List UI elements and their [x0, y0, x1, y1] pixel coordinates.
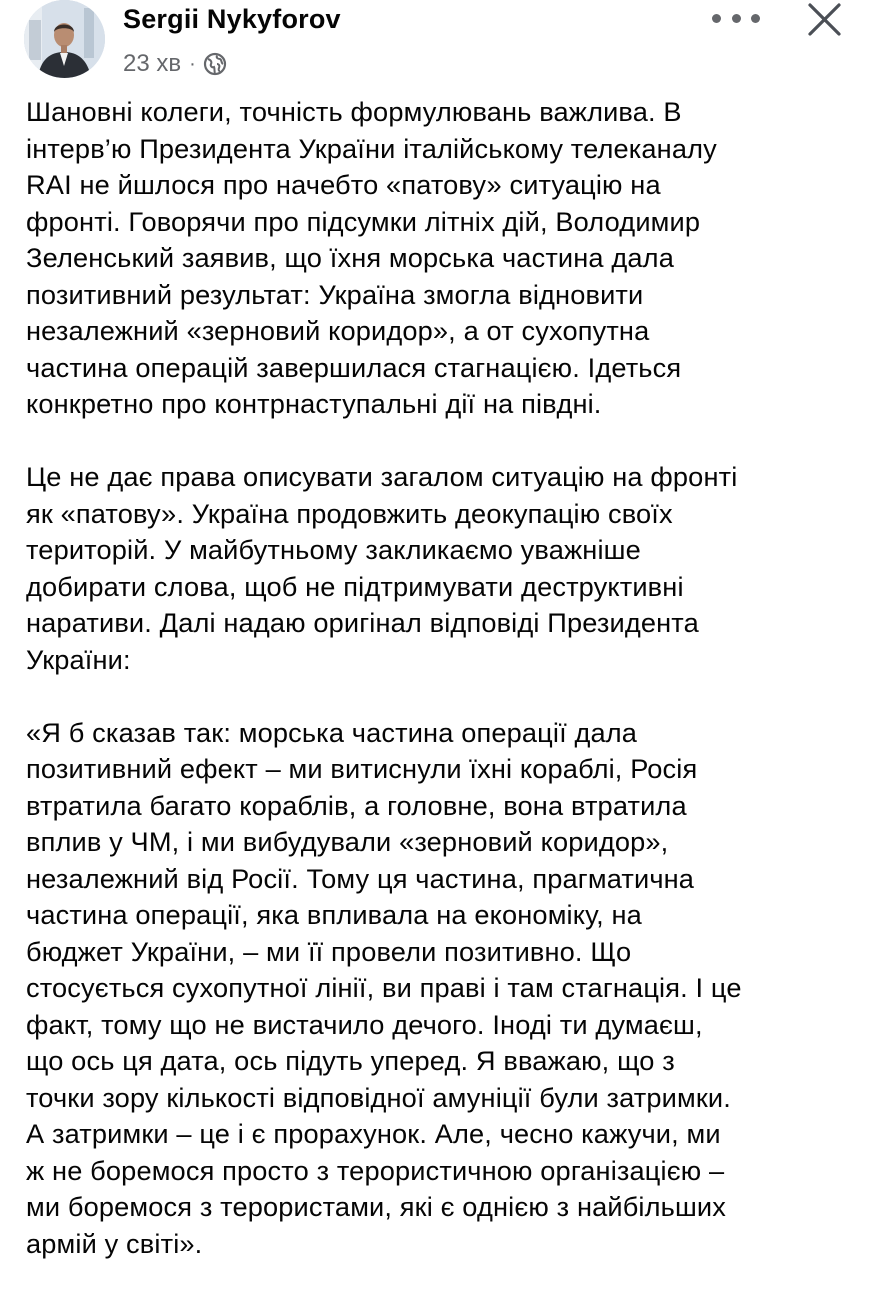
avatar-photo	[24, 0, 105, 78]
more-dot	[751, 14, 760, 23]
post-timestamp[interactable]: 23 хв	[123, 50, 182, 77]
more-horizontal-icon[interactable]	[712, 4, 760, 32]
more-dot	[732, 14, 741, 23]
avatar[interactable]	[24, 0, 105, 78]
post-paragraph: «Я б сказав так: морська частина операції дала позитивний ефект – ми витиснули їхні кораблі, Росія втратила багато кораблів, а головне, вона втратила вплив у ЧМ, і ми вибудували «зерновий коридор», незалежний від Росії. Тому ця частина, прагматична частина операції, яка впливала на економіку, на бюджет України, – ми її провели позитивно. Що стосується сухопутної лінії, ви праві і там стагнація. І це факт, тому що не вистачило дечого. Іноді ти думаєш, що ось ця дата, ось підуть уперед. Я вважаю, що з точки зору кількості відповідної амуніції були затримки. А затримки – це і є прорахунок. Але, чесно кажучи, ми ж не боремося просто з терористичною організацією – ми боремося з терористами, які є однією з найбільших армій у світі».	[26, 716, 742, 1259]
post-text	[26, 94, 856, 1299]
post-meta	[123, 49, 227, 79]
post-paragraph: Це не дає права описувати загалом ситуацію на фронті як «патову». Україна продовжить деокупацію своїх територій. У майбутньому закликаємо уважніше добирати слова, щоб не підтримувати деструктивні наративи. Далі надаю оригінал відповіді Президента України:	[26, 461, 738, 675]
globe-icon[interactable]	[203, 52, 227, 76]
meta-separator: ·	[189, 52, 196, 75]
more-dot	[712, 14, 721, 23]
post-paragraph: Шановні колеги, точність формулювань важлива. В інтерв’ю Президента України італійському телеканалу RAI не йшлося про начебто «патову» ситуацію на фронті. Говорячи про підсумки літніх дій, Володимир Зеленський заявив, що їхня морська частина дала позитивний результат: Україна змогла відновити незалежний «зерновий коридор», а от сухопутна частина операцій завершилася стагнацією. Ідеться конкретно про контрнаступальні дії на півдні.	[26, 96, 717, 419]
close-icon[interactable]	[805, 0, 845, 40]
post-header	[0, 0, 869, 90]
author-name[interactable]: Sergii Nykyforov	[123, 4, 341, 34]
